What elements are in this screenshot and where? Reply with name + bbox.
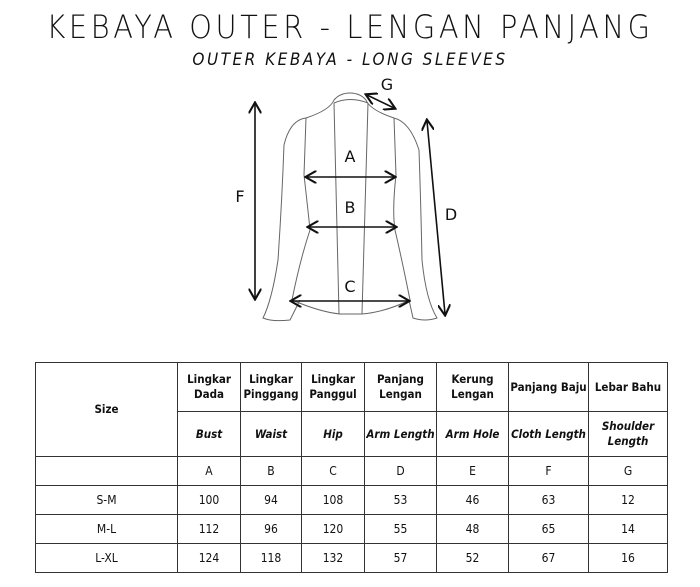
value-cell: 63 [509, 486, 589, 515]
code-cell: G [589, 457, 668, 486]
value-cell: 46 [437, 486, 509, 515]
value-cell: 112 [178, 515, 241, 544]
col-header: Lingkar Dada [178, 363, 241, 412]
label-g: G [380, 75, 394, 94]
label-b: B [344, 198, 356, 217]
label-a: A [344, 147, 356, 166]
col-header-en: Hip [302, 412, 365, 457]
value-cell: 57 [365, 544, 437, 573]
table-row [36, 515, 668, 544]
value-cell: 118 [241, 544, 302, 573]
code-cell: D [365, 457, 437, 486]
size-cell: L-XL [36, 544, 178, 573]
value-cell: 120 [302, 515, 365, 544]
empty-cell [36, 457, 178, 486]
value-cell: 52 [437, 544, 509, 573]
col-header-en: Bust [178, 412, 241, 457]
label-c: C [344, 277, 356, 296]
col-header-en: Shoulder Length [589, 412, 668, 457]
col-header-en: Arm Hole [437, 412, 509, 457]
value-cell: 48 [437, 515, 509, 544]
size-table [35, 362, 668, 573]
value-cell: 67 [509, 544, 589, 573]
value-cell: 108 [302, 486, 365, 515]
col-header-en: Waist [241, 412, 302, 457]
col-header-en: Cloth Length [509, 412, 589, 457]
value-cell: 100 [178, 486, 241, 515]
page-subtitle: OUTER KEBAYA - LONG SLEEVES [192, 50, 508, 70]
code-cell: A [178, 457, 241, 486]
code-cell: E [437, 457, 509, 486]
value-cell: 14 [589, 515, 668, 544]
label-d: D [444, 205, 458, 224]
value-cell: 12 [589, 486, 668, 515]
value-cell: 53 [365, 486, 437, 515]
code-cell: F [509, 457, 589, 486]
col-header: Lingkar Pinggang [241, 363, 302, 412]
label-f: F [235, 187, 245, 206]
code-cell: B [241, 457, 302, 486]
value-cell: 132 [302, 544, 365, 573]
value-cell: 96 [241, 515, 302, 544]
col-header: Lingkar Panggul [302, 363, 365, 412]
code-row [36, 457, 668, 486]
table-row [36, 486, 668, 515]
value-cell: 55 [365, 515, 437, 544]
size-header: Size [36, 363, 178, 457]
value-cell: 94 [241, 486, 302, 515]
header-row-id [36, 363, 668, 412]
col-header: Panjang Lengan [365, 363, 437, 412]
value-cell: 124 [178, 544, 241, 573]
value-cell: 65 [509, 515, 589, 544]
col-header: Panjang Baju [509, 363, 589, 412]
col-header: Lebar Bahu [589, 363, 668, 412]
size-cell: S-M [36, 486, 178, 515]
size-cell: M-L [36, 515, 178, 544]
col-header-en: Arm Length [365, 412, 437, 457]
table-row [36, 544, 668, 573]
code-cell: C [302, 457, 365, 486]
value-cell: 16 [589, 544, 668, 573]
col-header: Kerung Lengan [437, 363, 509, 412]
page-title: KEBAYA OUTER - LENGAN PANJANG [46, 8, 654, 46]
